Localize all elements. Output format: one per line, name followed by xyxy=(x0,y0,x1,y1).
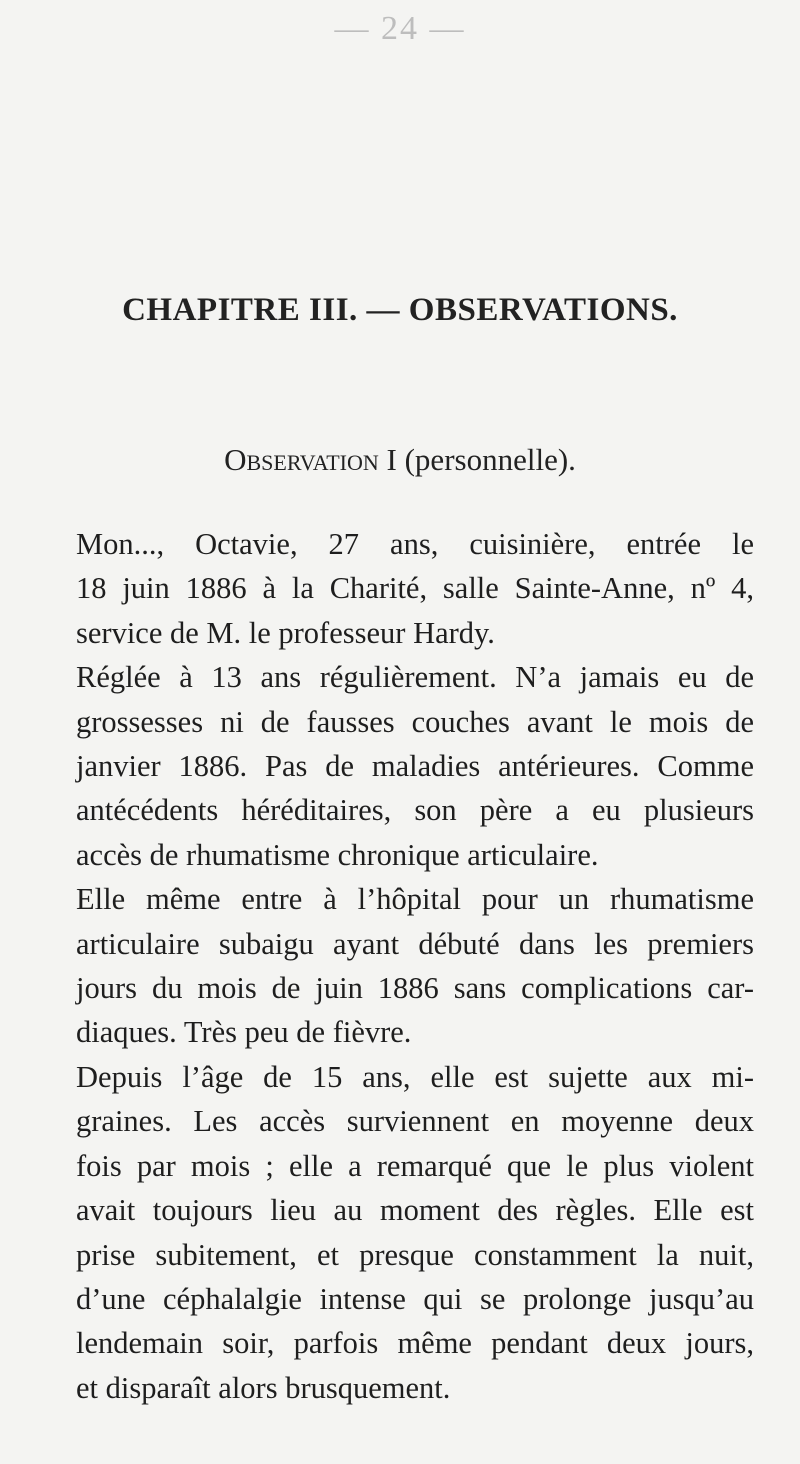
text-line: Réglée à 13 ans régulièrement. N’a jamais eu de xyxy=(76,660,754,695)
text-line: antécédents héréditaires, son père a eu plusieurs xyxy=(76,793,754,828)
text-line: service de M. le professeur Hardy. xyxy=(76,615,495,650)
chapter-heading: CHAPITRE III. — OBSERVATIONS. xyxy=(122,292,678,328)
text-line: diaques. Très peu de fièvre. xyxy=(76,1015,412,1050)
paragraph-history xyxy=(42,655,754,877)
text-line: avait toujours lieu au moment des règles. Elle est xyxy=(76,1193,754,1228)
text-line: lendemain soir, parfois même pendant deux jours, xyxy=(76,1326,754,1361)
text-line: Depuis l’âge de 15 ans, elle est sujette aux mi- xyxy=(76,1059,754,1094)
text-line: graines. Les accès surviennent en moyenne deux xyxy=(76,1104,754,1139)
observation-number: I xyxy=(386,442,397,477)
paragraph-admission xyxy=(42,877,754,1055)
text-line: grossesses ni de fausses couches avant le mois de xyxy=(76,704,754,739)
paragraph-patient-intro xyxy=(42,522,754,655)
page-number: — 24 — xyxy=(334,10,466,47)
text-line: jours du mois de juin 1886 sans complications car- xyxy=(76,971,754,1006)
text-line: 18 juin 1886 à la Charité, salle Sainte-Anne, nº 4, xyxy=(76,571,754,606)
observation-heading xyxy=(0,442,800,478)
observation-qualifier: (personnelle). xyxy=(404,442,576,477)
text-line: prise subitement, et presque constamment la nuit, xyxy=(76,1237,754,1272)
text-line: d’une céphalalgie intense qui se prolonge jusqu’au xyxy=(76,1281,754,1316)
text-line: Elle même entre à l’hôpital pour un rhumatisme xyxy=(76,882,754,917)
text-line: fois par mois ; elle a remarqué que le plus violent xyxy=(76,1148,754,1183)
paragraph-migraines xyxy=(42,1055,754,1410)
body-text xyxy=(42,522,754,1410)
text-line: articulaire subaigu ayant débuté dans les premiers xyxy=(76,926,754,961)
text-line: janvier 1886. Pas de maladies antérieures. Comme xyxy=(76,749,754,784)
observation-label: Observation xyxy=(224,442,379,477)
text-line: Mon..., Octavie, 27 ans, cuisinière, entrée le xyxy=(76,527,754,561)
text-line: et disparaît alors brusquement. xyxy=(76,1370,451,1405)
text-line: accès de rhumatisme chronique articulaire. xyxy=(76,837,599,872)
